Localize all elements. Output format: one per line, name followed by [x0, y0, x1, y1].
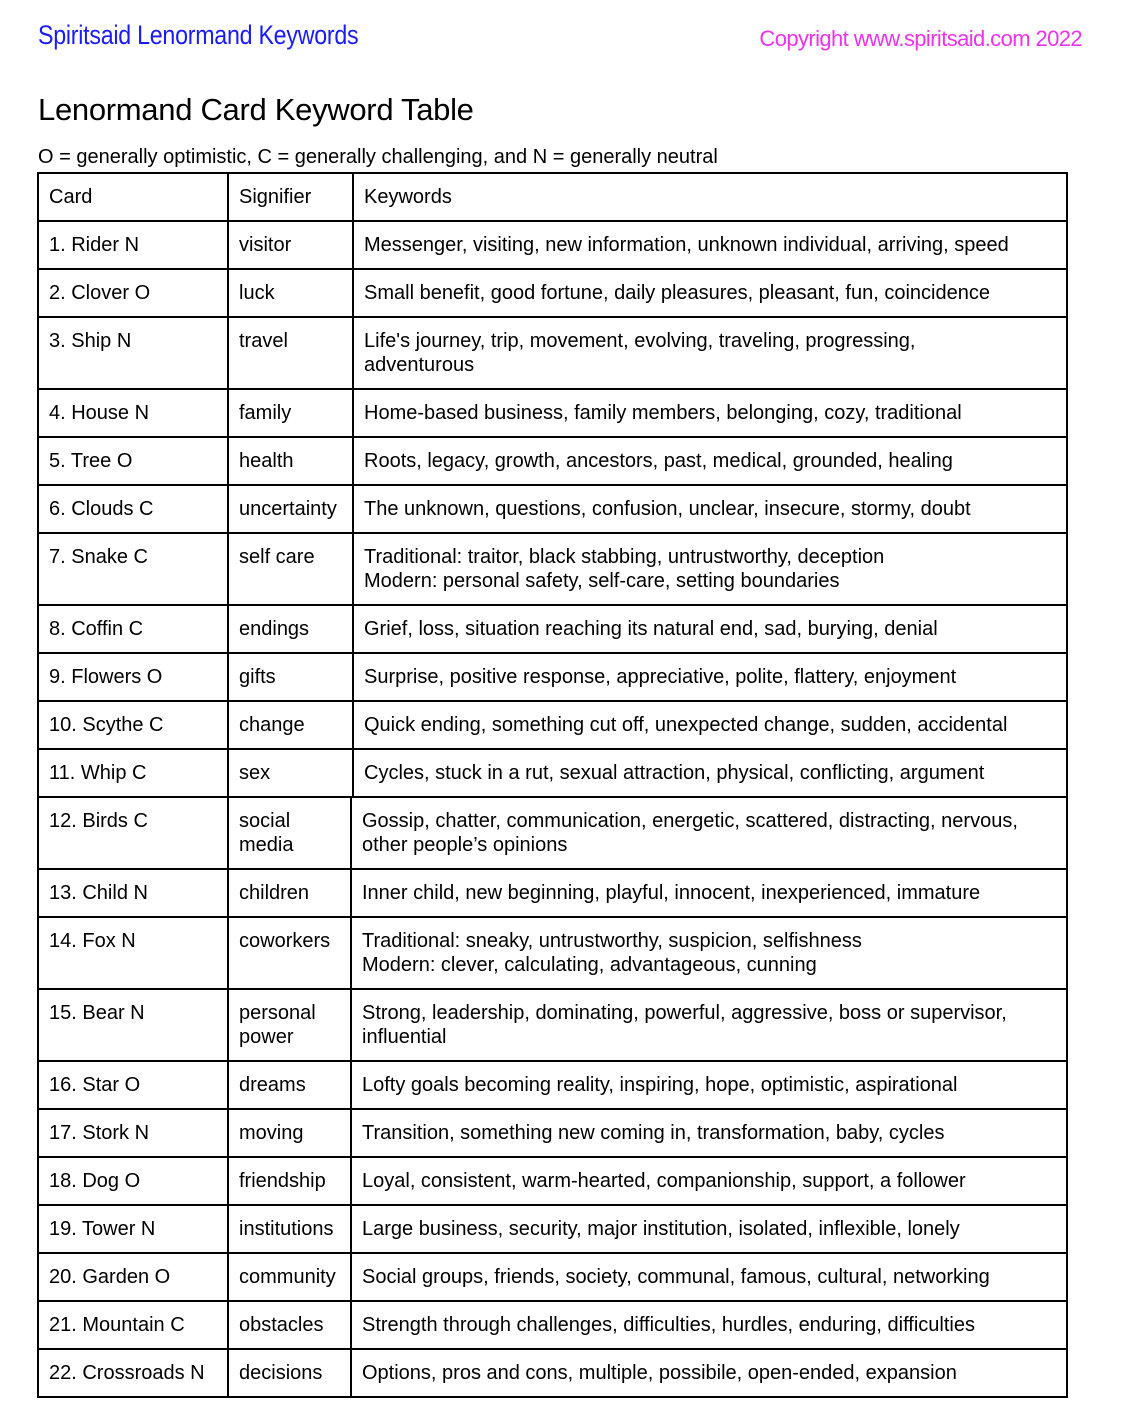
card-cell: 18. Dog O: [38, 1157, 228, 1205]
table-row: [38, 1205, 1067, 1253]
keywords-cell: [351, 1349, 1067, 1397]
keywords-line: Gossip, chatter, communication, energetic, scattered, distracting, nervous,: [362, 810, 1018, 832]
table-row: [38, 869, 1067, 917]
signifier-cell: children: [228, 869, 351, 917]
keywords-line: Home-based business, family members, belonging, cozy, traditional: [364, 402, 962, 424]
page-title: Lenormand Card Keyword Table: [38, 92, 474, 127]
keywords-cell: [353, 533, 1067, 605]
card-cell: 1. Rider N: [38, 221, 228, 269]
keywords-cell: [353, 749, 1067, 797]
card-cell: 4. House N: [38, 389, 228, 437]
signifier-cell: sex: [228, 749, 353, 797]
keywords-cell: [351, 1301, 1067, 1349]
keywords-line: The unknown, questions, confusion, unclear, insecure, stormy, doubt: [364, 498, 971, 520]
card-cell: 9. Flowers O: [38, 653, 228, 701]
signifier-cell: personal power: [228, 989, 351, 1061]
signifier-cell: endings: [228, 605, 353, 653]
keywords-line: Quick ending, something cut off, unexpected change, sudden, accidental: [364, 714, 1008, 736]
keywords-line: Lofty goals becoming reality, inspiring, hope, optimistic, aspirational: [362, 1074, 958, 1096]
signifier-cell: visitor: [228, 221, 353, 269]
keywords-cell: [353, 317, 1067, 389]
keyword-table-2: [37, 796, 1068, 1398]
signifier-cell: obstacles: [228, 1301, 351, 1349]
table-header-row: [38, 173, 1067, 221]
keywords-cell: [353, 485, 1067, 533]
card-cell: 10. Scythe C: [38, 701, 228, 749]
signifier-cell: gifts: [228, 653, 353, 701]
card-cell: 20. Garden O: [38, 1253, 228, 1301]
card-cell: 15. Bear N: [38, 989, 228, 1061]
keywords-cell: [353, 389, 1067, 437]
table-row: [38, 749, 1067, 797]
signifier-cell: decisions: [228, 1349, 351, 1397]
keywords-cell: [353, 701, 1067, 749]
keywords-line: Strength through challenges, difficulties, hurdles, enduring, difficulties: [362, 1314, 975, 1336]
table-row: [38, 1349, 1067, 1397]
table-row: [38, 653, 1067, 701]
table-row: [38, 1157, 1067, 1205]
column-header-keywords: Keywords: [353, 173, 1067, 221]
card-cell: 22. Crossroads N: [38, 1349, 228, 1397]
keywords-line: Traditional: sneaky, untrustworthy, suspicion, selfishness: [362, 930, 862, 952]
table-row: [38, 701, 1067, 749]
keywords-line: Inner child, new beginning, playful, innocent, inexperienced, immature: [362, 882, 981, 904]
signifier-cell: travel: [228, 317, 353, 389]
card-cell: 3. Ship N: [38, 317, 228, 389]
signifier-cell: change: [228, 701, 353, 749]
keywords-cell: [353, 653, 1067, 701]
column-header-signifier: Signifier: [228, 173, 353, 221]
card-cell: 2. Clover O: [38, 269, 228, 317]
table-row: [38, 269, 1067, 317]
signifier-cell: institutions: [228, 1205, 351, 1253]
signifier-cell: family: [228, 389, 353, 437]
keywords-line: Strong, leadership, dominating, powerful, aggressive, boss or supervisor,: [362, 1002, 1007, 1024]
card-cell: 19. Tower N: [38, 1205, 228, 1253]
keyword-table-1: [37, 172, 1068, 798]
keywords-line: Messenger, visiting, new information, unknown individual, arriving, speed: [364, 234, 1009, 256]
card-cell: 13. Child N: [38, 869, 228, 917]
keywords-line: Social groups, friends, society, communal, famous, cultural, networking: [362, 1266, 990, 1288]
table-row: [38, 917, 1067, 989]
card-cell: 21. Mountain C: [38, 1301, 228, 1349]
copyright-notice: Copyright www.spiritsaid.com 2022: [759, 26, 1082, 51]
table-row: [38, 989, 1067, 1061]
keywords-line: Surprise, positive response, appreciative, polite, flattery, enjoyment: [364, 666, 957, 688]
table-row: [38, 389, 1067, 437]
signifier-cell: coworkers: [228, 917, 351, 989]
keywords-cell: [353, 437, 1067, 485]
table-row: [38, 317, 1067, 389]
keywords-cell: [351, 869, 1067, 917]
card-cell: 16. Star O: [38, 1061, 228, 1109]
keywords-line: Large business, security, major institution, isolated, inflexible, lonely: [362, 1218, 960, 1240]
keywords-line: Transition, something new coming in, transformation, baby, cycles: [362, 1122, 945, 1144]
keywords-line: influential: [362, 1026, 447, 1048]
card-cell: 7. Snake C: [38, 533, 228, 605]
signifier-cell: luck: [228, 269, 353, 317]
keywords-cell: [351, 1157, 1067, 1205]
signifier-cell: social media: [228, 797, 351, 869]
keywords-cell: [351, 1205, 1067, 1253]
keywords-line: Roots, legacy, growth, ancestors, past, medical, grounded, healing: [364, 450, 953, 472]
signifier-cell: community: [228, 1253, 351, 1301]
table-row: [38, 437, 1067, 485]
card-cell: 11. Whip C: [38, 749, 228, 797]
keywords-cell: [353, 605, 1067, 653]
card-cell: 14. Fox N: [38, 917, 228, 989]
keywords-cell: [353, 269, 1067, 317]
table-row: [38, 221, 1067, 269]
brand-title: Spiritsaid Lenormand Keywords: [38, 20, 359, 50]
keywords-line: Grief, loss, situation reaching its natural end, sad, burying, denial: [364, 618, 938, 640]
keywords-line: other people’s opinions: [362, 834, 568, 856]
card-cell: 12. Birds C: [38, 797, 228, 869]
keywords-line: Modern: clever, calculating, advantageous, cunning: [362, 954, 817, 976]
card-cell: 5. Tree O: [38, 437, 228, 485]
legend-text: O = generally optimistic, C = generally challenging, and N = generally neutral: [38, 146, 718, 168]
keywords-cell: [351, 1109, 1067, 1157]
keywords-cell: [353, 221, 1067, 269]
signifier-cell: health: [228, 437, 353, 485]
keywords-line: Small benefit, good fortune, daily pleasures, pleasant, fun, coincidence: [364, 282, 990, 304]
keywords-line: Modern: personal safety, self-care, setting boundaries: [364, 570, 840, 592]
keywords-cell: [351, 797, 1067, 869]
column-header-card: Card: [38, 173, 228, 221]
keywords-line: Options, pros and cons, multiple, possibile, open-ended, expansion: [362, 1362, 957, 1384]
table-row: [38, 1109, 1067, 1157]
table-row: [38, 605, 1067, 653]
keywords-line: Cycles, stuck in a rut, sexual attraction, physical, conflicting, argument: [364, 762, 985, 784]
keywords-line: Loyal, consistent, warm-hearted, companionship, support, a follower: [362, 1170, 966, 1192]
signifier-cell: uncertainty: [228, 485, 353, 533]
table-row: [38, 797, 1067, 869]
table-row: [38, 485, 1067, 533]
keywords-cell: [351, 1253, 1067, 1301]
card-cell: 8. Coffin C: [38, 605, 228, 653]
keywords-cell: [351, 1061, 1067, 1109]
keywords-line: Traditional: traitor, black stabbing, untrustworthy, deception: [364, 546, 885, 568]
table-row: [38, 533, 1067, 605]
signifier-cell: dreams: [228, 1061, 351, 1109]
table-row: [38, 1061, 1067, 1109]
keywords-cell: [351, 917, 1067, 989]
card-cell: 6. Clouds C: [38, 485, 228, 533]
keywords-cell: [351, 989, 1067, 1061]
signifier-cell: friendship: [228, 1157, 351, 1205]
signifier-cell: moving: [228, 1109, 351, 1157]
keywords-line: Life's journey, trip, movement, evolving, traveling, progressing,: [364, 330, 916, 352]
card-cell: 17. Stork N: [38, 1109, 228, 1157]
table-row: [38, 1301, 1067, 1349]
signifier-cell: self care: [228, 533, 353, 605]
keywords-line: adventurous: [364, 354, 475, 376]
table-row: [38, 1253, 1067, 1301]
